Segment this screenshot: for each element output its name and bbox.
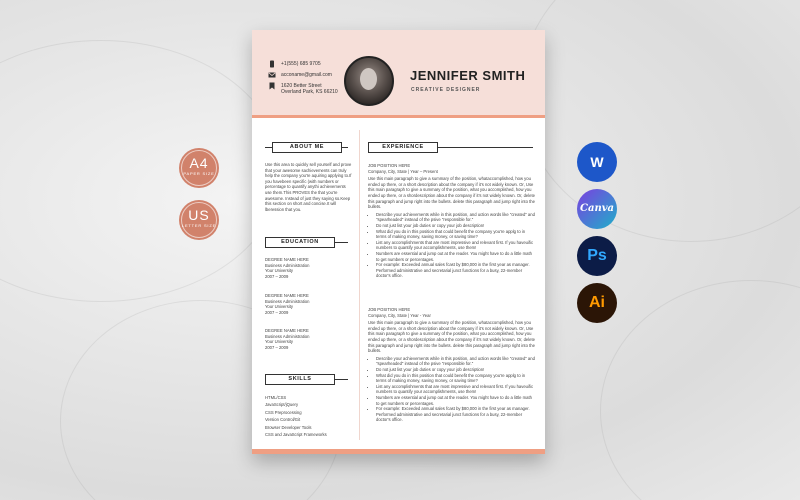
school-name: Your University — [265, 304, 294, 310]
skill-item: Browser Developer Tools — [265, 424, 312, 430]
job-bullet: • Describe your achievements while in this position, and uction words like "created" and "spearheaded" instead of the psive "responsible for." — [376, 356, 536, 367]
skill-item: CSS Preprocessing — [265, 409, 302, 415]
degree-name: DEGREE NAME HERE — [265, 328, 309, 333]
skill-item: HTML/CSS — [265, 395, 287, 400]
badge-subtitle: PAPER SIZE — [183, 171, 215, 176]
footer-accent-bar — [252, 449, 545, 454]
job-bullet: • Do not just list your job duties or copy your job description! — [376, 223, 536, 229]
job-bullet: • Do not just list your job duties or copy your job description! — [376, 367, 536, 373]
word-icon-label: W — [590, 154, 604, 170]
job-position: JOB POSITION HERE — [368, 163, 411, 168]
resume-header — [252, 30, 545, 118]
skill-item: JavaScript/jQuery — [265, 402, 299, 408]
school-name: Your University — [265, 268, 294, 274]
job-bullets — [368, 212, 536, 279]
degree-years: 2007 – 2009 — [265, 273, 289, 279]
job-bullets — [368, 356, 536, 423]
phone-icon — [268, 60, 276, 68]
degree-field: Business Administration — [265, 298, 310, 304]
candidate-title: CREATIVE DESIGNER — [411, 87, 481, 93]
education-heading: EDUCATION — [265, 237, 335, 248]
illustrator-icon — [577, 283, 617, 323]
job-bullet: • What did you do in this position that could benefit the company you're applg to in terms of making money, saving money, or saving time? — [376, 373, 536, 384]
job-entry — [368, 307, 536, 423]
education-item — [265, 328, 353, 350]
badge-subtitle: LETTER SIZE — [181, 223, 217, 228]
school-name: Your University — [265, 339, 294, 345]
contact-address-line1: 1620 Better Street — [281, 83, 322, 89]
job-bullet: • Numbers are essential and jump out at the reader. You might have to do a little math to get numbers or percentages. — [376, 395, 536, 406]
job-entry — [368, 163, 536, 279]
degree-field: Business Administration — [265, 262, 310, 268]
badge-title: A4 — [189, 155, 209, 171]
us-letter-size-badge — [179, 200, 219, 240]
job-bullet: • For example: Exceeded annual sales fcast by $80,000 in the first year as manager. Performed administrative and secretarial junct functions for a busy, 22-member doctor's office. — [376, 406, 536, 423]
skills-heading: SKILLS — [265, 374, 335, 385]
job-company: Company, City, State | Year – Present — [368, 168, 438, 174]
email-icon — [268, 71, 276, 79]
resume-page — [252, 30, 545, 454]
job-company: Company, City, State | Year - Year — [368, 312, 431, 318]
degree-years: 2007 – 2009 — [265, 344, 289, 350]
job-summary: Use this main paragraph to give a summary of the position, whataccomplished, how you ended up there, or a short description about the company if it's not widely known. Or, Use this main paragraph to give a summary of the position, what you accomplished, how you ended up there, or a shordescription about the company if it's not widely known. Or, delete this paragraph and jump right into the bullets. delete this paragraph and jump right into the bullets. — [368, 320, 536, 354]
job-bullet: • List any accomplishments that are most impressive and relevant first. If you haveuific numbers to quantify your accomplishments, use them! — [376, 240, 536, 251]
illustrator-icon-label: Ai — [589, 294, 605, 311]
contact-email: acconame@gmail.com — [281, 72, 332, 78]
degree-years: 2007 – 2009 — [265, 309, 289, 315]
job-bullet: • Describe your achievements while in this position, and uction words like "created" and "spearheaded" instead of the psive "responsible for." — [376, 212, 536, 223]
word-icon — [577, 142, 617, 182]
column-divider — [359, 130, 360, 440]
education-item — [265, 293, 353, 315]
job-summary: Use this main paragraph to give a summary of the position, whataccomplished, how you ended up there, or a short description about the company if it's not widely known. Or, Use this main paragraph to give a summary of the position, what you accomplished, how you ended up there, or a shordescription about the company if it's not widely known. Or, delete this paragraph and jump right into the bullets. delete this paragraph and jump right into the bullets. — [368, 176, 536, 210]
about-text: Use this area to quickly sell yourself and prove that your awesome sachievements can truly help the company you're aquiring applying to.If you havebeen specific (with numbers or percentage to quantify anythi achievements use them.This PROVES the that you're awesome. Instead of just they saying so.Keep this section on short and concise.It will lberession that you. — [265, 162, 352, 212]
photoshop-icon-label: Ps — [587, 247, 607, 264]
education-item — [265, 257, 353, 279]
skill-item: CSS and JavaScript Frameworks — [265, 432, 327, 438]
degree-field: Business Administration — [265, 333, 310, 339]
degree-name: DEGREE NAME HERE — [265, 293, 309, 298]
canva-icon-label: Canva — [580, 203, 614, 214]
job-position: JOB POSITION HERE — [368, 307, 411, 312]
contact-address-line2: Overland Park, KS 66210 — [281, 89, 338, 95]
candidate-name: JENNIFER SMITH — [410, 68, 526, 83]
a4-paper-size-badge — [179, 148, 219, 188]
skill-item: Version Control/Git — [265, 417, 301, 423]
job-bullet: • For example: Exceeded annual sales fcast by $80,000 in the first year as manager. Performed administrative and secretarial junct functions for a busy, 22-member doctor's office. — [376, 262, 536, 279]
photoshop-icon — [577, 236, 617, 276]
job-bullet: • What did you do in this position that could benefit the company you're applg to in terms of making money, saving money, or saving time? — [376, 229, 536, 240]
experience-heading: EXPERIENCE — [368, 142, 438, 153]
degree-name: DEGREE NAME HERE — [265, 257, 309, 262]
job-bullet: • Numbers are essential and jump out at the reader. You might have to do a little math to get numbers or percentages. — [376, 251, 536, 262]
badge-title: US — [188, 207, 210, 223]
about-heading: ABOUT ME — [272, 142, 342, 153]
profile-photo — [344, 56, 394, 106]
contact-phone: +1(555) 685 9705 — [281, 61, 321, 67]
location-icon — [268, 82, 276, 90]
job-bullet: • List any accomplishments that are most impressive and relevant first. If you haveuific numbers to quantify your accomplishments, use them! — [376, 384, 536, 395]
skills-list — [265, 394, 353, 438]
canva-icon — [577, 189, 617, 229]
